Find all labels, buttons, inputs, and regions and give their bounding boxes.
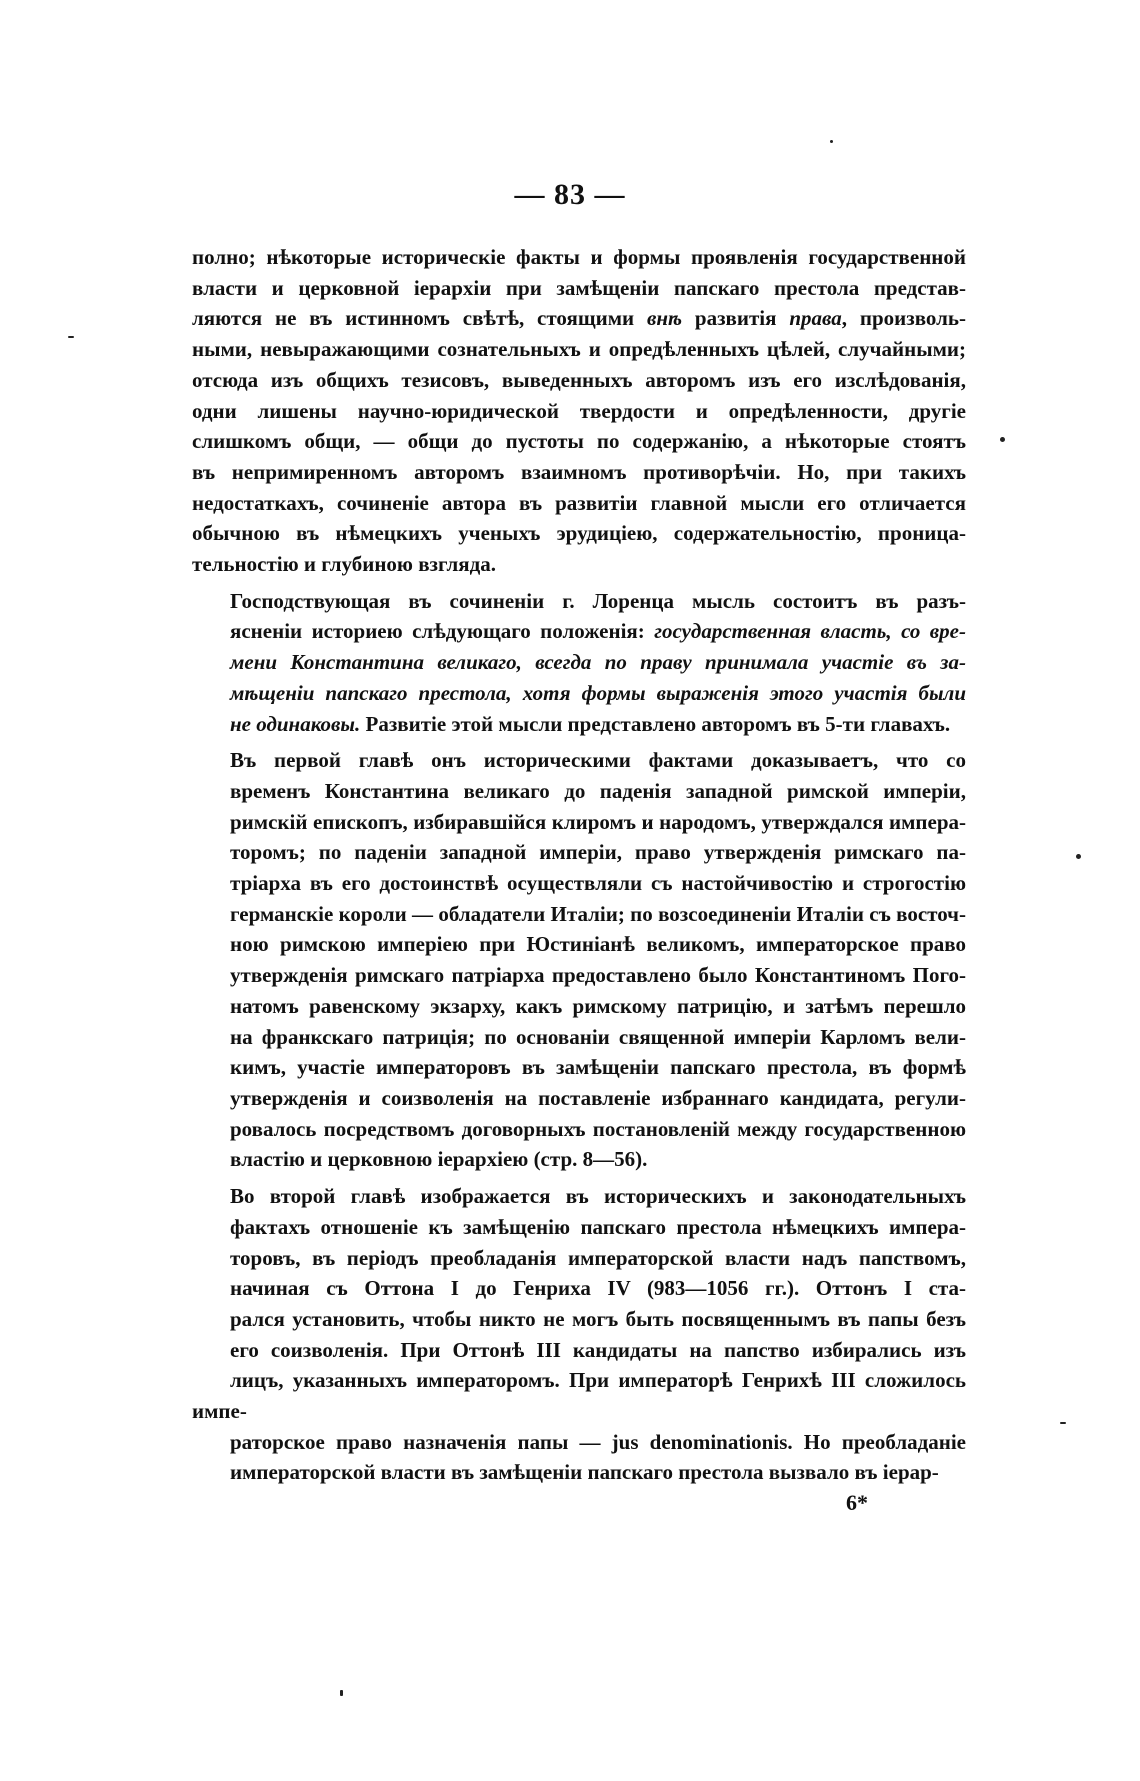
signature-mark: 6* — [846, 1490, 868, 1515]
text-line: ровалось посредствомъ договорныхъ постановленій между государственною — [230, 1116, 966, 1141]
text-line — [192, 647, 966, 678]
text-line: Во второй главѣ изображается въ историческихъ и законодательныхъ — [230, 1184, 966, 1209]
text-line: властію и церковною іерархіею (стр. 8—56). — [230, 1147, 648, 1172]
emphasis: права — [789, 306, 842, 331]
text-line — [192, 678, 966, 709]
paragraph — [192, 242, 966, 580]
text-line: утвержденія и соизволенія на поставленіе избраннаго кандидата, регули- — [230, 1085, 966, 1110]
text-line: торомъ; по паденіи западной имперіи, право утвержденія римскаго па- — [230, 840, 966, 865]
text-line: полно; нѣкоторые историческіе факты и формы проявленія государственной — [192, 245, 966, 269]
text-line: ною римскою имперіею при Юстиніанѣ великомъ, императорское право — [230, 932, 966, 957]
text-line: ясненіи историею слѣдующаго положенія: государственная власть, со вре- — [230, 619, 966, 644]
emphasis: государственная власть, со вре- — [654, 619, 966, 644]
text-line: раторское право назначенія папы — jus denominationis. Но преобладаніе — [230, 1429, 966, 1454]
paragraph — [192, 745, 966, 1175]
text-line: тріарха въ его достоинствѣ осуществляли съ настойчивостію и строгостію — [230, 871, 966, 896]
text-line: недостаткахъ, сочиненіе автора въ развитіи главной мысли его отличается — [192, 490, 966, 515]
text-line: ляются не въ истинномъ свѣтѣ, стоящими внѣ развитія права, произволь- — [192, 306, 966, 331]
text-line: обычною въ нѣмецкихъ ученыхъ эрудиціею, содержательностію, проница- — [192, 521, 966, 546]
text-line: тельностію и глубиною взгляда. — [192, 552, 496, 577]
text-line: лицъ, указанныхъ императоромъ. При императорѣ Генрихѣ III сложилось импе- — [192, 1368, 966, 1424]
text-line: утвержденія римскаго патріарха предоставлено было Константиномъ Пого- — [230, 963, 966, 988]
emphasis: внѣ — [646, 306, 683, 331]
text-line: слишкомъ общи, — общи до пустоты по содержанію, а нѣкоторые стоятъ — [192, 429, 966, 454]
scan-speck — [1060, 1422, 1066, 1424]
text-line: не одинаковы. Развитіе этой мысли представлено авторомъ въ 5-ти главахъ. — [230, 711, 951, 736]
text-line: торовъ, въ періодъ преобладанія императорской власти надъ папствомъ, — [230, 1245, 966, 1270]
text-line: одни лишены научно-юридической твердости и опредѣленности, другіе — [192, 398, 966, 423]
text-line: ными, невыражающими сознательныхъ и опредѣленныхъ цѣлей, случайными; — [192, 337, 966, 362]
text-line: рался установить, чтобы никто не могъ быть посвященнымъ въ папы безъ — [230, 1306, 966, 1331]
scan-speck — [1076, 854, 1081, 859]
scan-speck — [830, 140, 833, 143]
emphasis: не одинаковы. — [230, 711, 361, 736]
text-line: власти и церковной іерархіи при замѣщеніи папскаго престола представ- — [192, 275, 966, 300]
text-line: Господствующая въ сочиненіи г. Лоренца мысль состоитъ въ разъ- — [230, 588, 966, 613]
text-line: натомъ равенскому экзарху, какъ римскому патрицію, и затѣмъ перешло — [230, 993, 966, 1018]
scan-speck — [1000, 437, 1005, 442]
text-line: германскіе короли — обладатели Италіи; по возсоединеніи Италіи съ восточ- — [230, 901, 966, 926]
text-line: его соизволенія. При Оттонѣ III кандидаты на папство избирались изъ — [230, 1337, 966, 1362]
emphasis: мѣщеніи папскаго престола, хотя формы выраженія этого участія были — [230, 680, 966, 705]
scan-speck — [68, 336, 74, 338]
scan-speck — [340, 1690, 343, 1696]
text-line: начиная съ Оттона I до Генриха IV (983—1056 гг.). Оттонъ I ста- — [230, 1276, 966, 1301]
text-line: на франкскаго патриція; по основаніи священной имперіи Карломъ вели- — [230, 1024, 966, 1049]
emphasis: мени Константина великаго, всегда по праву принимала участіе въ за- — [230, 650, 966, 675]
text-line: императорской власти въ замѣщеніи папскаго престола вызвало въ іерар- — [230, 1460, 939, 1485]
body-text — [192, 242, 966, 1488]
paragraph — [192, 586, 966, 740]
page-number: — 83 — — [514, 178, 626, 211]
text-line: римскій епископъ, избиравшійся клиромъ и народомъ, утверждался импера- — [230, 809, 966, 834]
text-line: Въ первой главѣ онъ историческими фактами доказываетъ, что со — [230, 748, 966, 773]
text-line: временъ Константина великаго до паденія западной римской имперіи, — [230, 778, 966, 803]
paragraph — [192, 1181, 966, 1488]
text-line: фактахъ отношеніе къ замѣщенію папскаго престола нѣмецкихъ импера- — [230, 1214, 966, 1239]
text-line: въ непримиренномъ авторомъ взаимномъ противорѣчіи. Но, при такихъ — [192, 459, 966, 484]
text-line: кимъ, участіе императоровъ въ замѣщеніи папскаго престола, въ формѣ — [230, 1055, 966, 1080]
text-line: отсюда изъ общихъ тезисовъ, выведенныхъ авторомъ изъ его изслѣдованія, — [192, 367, 966, 392]
